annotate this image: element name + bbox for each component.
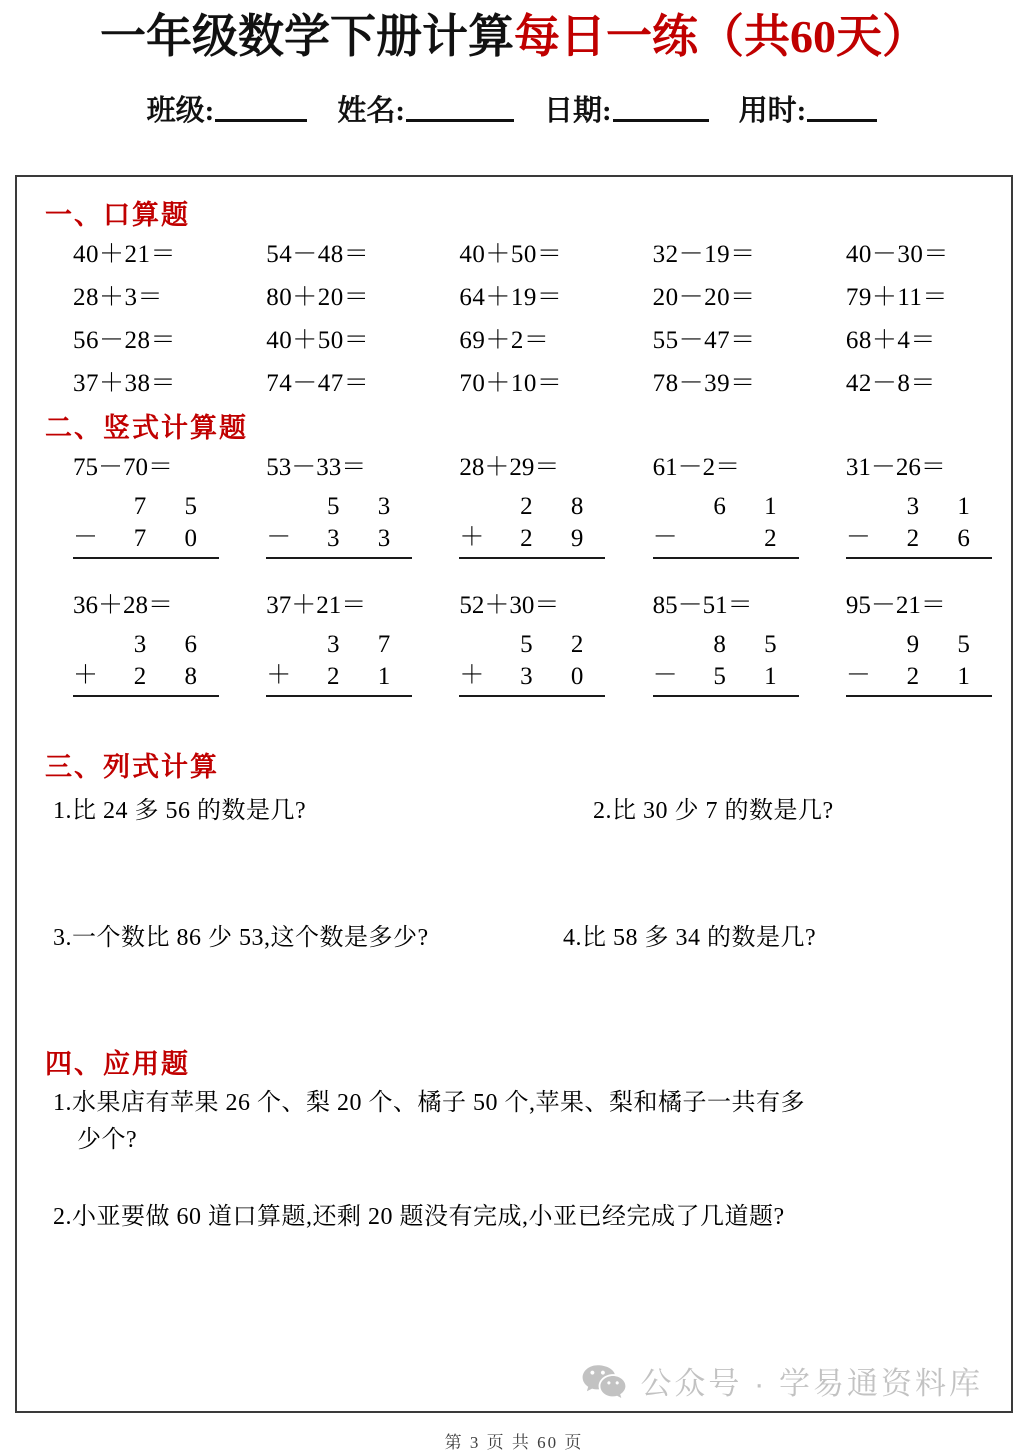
- section-heading-oral: 一、口算题: [45, 200, 190, 230]
- oral-problem: 42－8＝: [845, 370, 936, 397]
- expression-row: [53, 917, 1013, 952]
- oral-problem: 55－47＝: [652, 327, 756, 354]
- oral-problem: 20－20＝: [652, 284, 756, 311]
- vertical-bottom-operand: 7 0: [133, 525, 213, 552]
- vertical-question: 61－2＝: [652, 454, 741, 481]
- oral-problem: 68＋4＝: [845, 327, 936, 354]
- vertical-problem: [804, 447, 997, 559]
- vertical-stack: [653, 627, 799, 697]
- expression-problem: 2.比 30 少 7 的数是几?: [593, 798, 834, 824]
- vertical-problem: [224, 447, 417, 559]
- word-problem: [53, 1085, 953, 1159]
- vertical-problem: [611, 447, 804, 559]
- vertical-rule: [846, 695, 992, 697]
- page-footer: 第 3 页 共 60 页: [444, 1433, 584, 1452]
- vertical-operator: －: [845, 524, 871, 551]
- page-title: [0, 0, 1028, 60]
- vertical-question: 31－26＝: [845, 454, 946, 481]
- vertical-rule: [459, 695, 605, 697]
- vertical-rule: [653, 695, 799, 697]
- oral-problem: 40＋21＝: [73, 241, 177, 268]
- vertical-problem: [31, 585, 224, 697]
- page-title-red: 每日一练（共60天）: [514, 11, 928, 62]
- vertical-stack: [266, 627, 412, 697]
- vertical-operator: ＋: [73, 662, 99, 689]
- section-heading-word-problems: 四、应用题: [45, 1049, 190, 1079]
- oral-problem: 69＋2＝: [459, 327, 550, 354]
- vertical-rule: [266, 695, 412, 697]
- oral-problem: 40－30＝: [845, 241, 949, 268]
- date-label: 日期:: [544, 95, 612, 127]
- vertical-bottom-operand: 2 8: [133, 663, 213, 690]
- word-problem: [53, 1199, 953, 1236]
- vertical-top-operand: 3 1: [906, 493, 986, 520]
- oral-row: [31, 234, 997, 270]
- oral-problem: 79＋11＝: [845, 284, 948, 311]
- vertical-operator: ＋: [459, 524, 485, 551]
- vertical-stack: [73, 627, 219, 697]
- section-oral-arithmetic: [31, 193, 997, 399]
- vertical-bottom-operand: 3 0: [520, 663, 600, 690]
- expression-row: [53, 790, 1013, 825]
- oral-problem: 40＋50＝: [266, 327, 370, 354]
- vertical-operator: ＋: [459, 662, 485, 689]
- watermark: [582, 1358, 983, 1403]
- oral-problem: 32－19＝: [652, 241, 756, 268]
- vertical-rule: [73, 695, 219, 697]
- date-blank[interactable]: [613, 119, 709, 122]
- section-heading-vertical: 二、竖式计算题: [45, 413, 248, 443]
- vertical-top-operand: 7 5: [133, 493, 213, 520]
- vertical-stack: [266, 489, 412, 559]
- vertical-bottom-operand: 5 1: [713, 663, 793, 690]
- vertical-question: 95－21＝: [845, 592, 946, 619]
- oral-problem: 37＋38＝: [73, 370, 177, 397]
- word-problem-line: 1.水果店有苹果 26 个、梨 20 个、橘子 50 个,苹果、梨和橘子一共有多: [53, 1090, 805, 1116]
- vertical-stack: [846, 627, 992, 697]
- word-problem-line: 2.小亚要做 60 道口算题,还剩 20 题没有完成,小亚已经完成了几道题?: [53, 1204, 785, 1231]
- time-label: 用时:: [738, 95, 807, 127]
- vertical-question: 36＋28＝: [73, 592, 174, 619]
- oral-row: [31, 320, 997, 356]
- class-label: 班级:: [146, 95, 215, 127]
- name-label: 姓名:: [337, 95, 405, 127]
- oral-row: [31, 363, 997, 399]
- word-problem-line: 少个?: [77, 1127, 138, 1154]
- vertical-top-operand: 8 5: [713, 631, 793, 658]
- watermark-text: 公众号 · 学易通资料库: [640, 1366, 983, 1401]
- expression-problem: 3.一个数比 86 少 53,这个数是多少?: [53, 925, 429, 951]
- vertical-stack: [459, 627, 605, 697]
- vertical-bottom-operand: 2: [764, 525, 793, 552]
- vertical-operator: －: [652, 662, 678, 689]
- vertical-row: [31, 585, 997, 697]
- vertical-row: [31, 447, 997, 559]
- vertical-question: 53－33＝: [266, 454, 367, 481]
- student-info-line: [0, 88, 1028, 129]
- oral-problem: 80＋20＝: [266, 284, 370, 311]
- vertical-rule: [653, 557, 799, 559]
- oral-problem: 40＋50＝: [459, 241, 563, 268]
- class-blank[interactable]: [215, 119, 307, 122]
- section-word-problems: [31, 1042, 997, 1237]
- vertical-problem: [417, 447, 610, 559]
- vertical-top-operand: 2 8: [520, 493, 600, 520]
- page-title-black: 一年级数学下册计算: [100, 11, 514, 62]
- name-blank[interactable]: [406, 119, 514, 122]
- vertical-top-operand: 3 7: [326, 631, 407, 658]
- section-expression-calculation: [31, 745, 997, 952]
- vertical-bottom-operand: 2 6: [906, 525, 986, 552]
- section-heading-expressions: 三、列式计算: [45, 752, 219, 782]
- vertical-question: 52＋30＝: [459, 592, 560, 619]
- vertical-problem: [804, 585, 997, 697]
- vertical-rule: [73, 557, 219, 559]
- vertical-question: 37＋21＝: [266, 592, 367, 619]
- oral-problem: 56－28＝: [73, 327, 177, 354]
- oral-problem: 74－47＝: [266, 370, 370, 397]
- vertical-problem: [611, 585, 804, 697]
- vertical-top-operand: 5 2: [520, 631, 600, 658]
- vertical-operator: －: [652, 524, 678, 551]
- vertical-question: 28＋29＝: [459, 454, 560, 481]
- worksheet-frame: [15, 175, 1013, 1413]
- expression-problem: 1.比 24 多 56 的数是几?: [53, 798, 307, 824]
- vertical-top-operand: 5 3: [326, 493, 407, 520]
- vertical-bottom-operand: 3 3: [326, 525, 407, 552]
- vertical-stack: [653, 489, 799, 559]
- vertical-problem: [31, 447, 224, 559]
- vertical-top-operand: 9 5: [906, 631, 986, 658]
- section-vertical-calculation: [31, 406, 997, 697]
- vertical-question: 75－70＝: [73, 454, 174, 481]
- vertical-problem: [417, 585, 610, 697]
- oral-problem: 70＋10＝: [459, 370, 563, 397]
- expression-problem: 4.比 58 多 34 的数是几?: [563, 925, 817, 951]
- vertical-bottom-operand: 2 1: [326, 663, 407, 690]
- vertical-rule: [459, 557, 605, 559]
- vertical-operator: －: [266, 524, 292, 551]
- vertical-bottom-operand: 2 9: [520, 525, 600, 552]
- vertical-rule: [266, 557, 412, 559]
- time-blank[interactable]: [807, 119, 877, 122]
- oral-problem: 28＋3＝: [73, 284, 164, 311]
- vertical-problem: [224, 585, 417, 697]
- oral-problem: 64＋19＝: [459, 284, 563, 311]
- vertical-top-operand: 3 6: [133, 631, 213, 658]
- vertical-question: 85－51＝: [652, 592, 753, 619]
- vertical-stack: [846, 489, 992, 559]
- vertical-operator: －: [73, 524, 99, 551]
- oral-row: [31, 277, 997, 313]
- vertical-bottom-operand: 2 1: [906, 663, 986, 690]
- vertical-stack: [73, 489, 219, 559]
- vertical-rule: [846, 557, 992, 559]
- oral-problem: 54－48＝: [266, 241, 370, 268]
- vertical-operator: ＋: [266, 662, 292, 689]
- wechat-icon: [582, 1364, 626, 1398]
- vertical-operator: －: [845, 662, 871, 689]
- vertical-top-operand: 6 1: [713, 493, 793, 520]
- oral-problem: 78－39＝: [652, 370, 756, 397]
- vertical-stack: [459, 489, 605, 559]
